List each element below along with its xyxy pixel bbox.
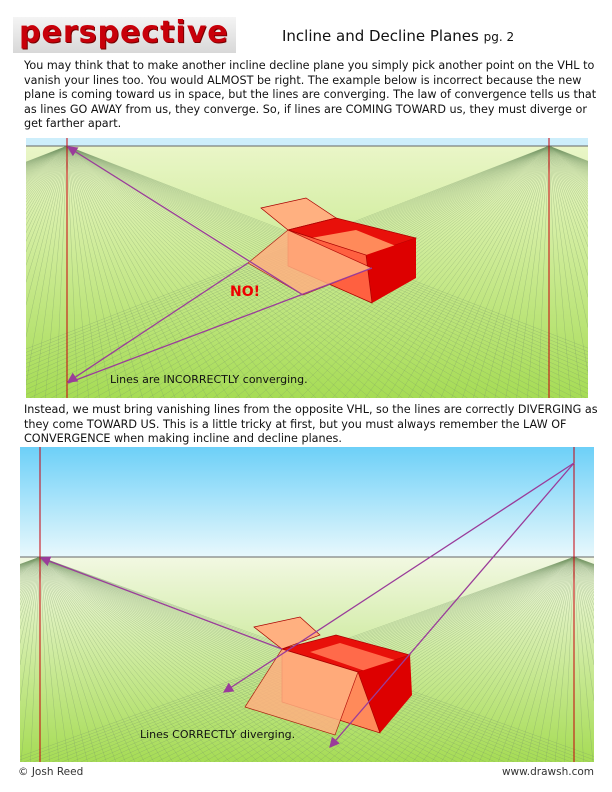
intro-paragraph: You may think that to make another incline decline plane you simply pick another point on the VHL to vanish your lines too. You would ALMOST be right. The example below is incorrect because the new plane is coming toward us in space, but the lines are converging. The law of convergence tells us that as lines GO AWAY from us, they converge. So, if lines are COMING TOWARD us, they must diverge or get farther apart.	[24, 59, 597, 130]
website-url: www.drawsh.com	[501, 766, 594, 778]
figure-incorrect-converging	[26, 138, 588, 398]
figure-correct-diverging	[20, 447, 594, 762]
page-number: pg. 2	[483, 30, 515, 44]
sky	[26, 138, 588, 146]
explanation-paragraph: Instead, we must bring vanishing lines from the opposite VHL, so the lines are correctly DIVERGING as they come TOWARD US. This is a little tricky at first, but you must always remember the LAW OF CONVERGENCE when making incline and decline planes.	[24, 403, 598, 445]
page-title: Incline and Decline Planes pg. 2	[282, 27, 515, 45]
figure1-caption: Lines are INCORRECTLY converging.	[110, 373, 308, 386]
no-warning: NO!	[230, 284, 261, 300]
logo: perspective	[13, 17, 236, 53]
figure2-caption: Lines CORRECTLY diverging.	[140, 728, 296, 741]
copyright: © Josh Reed	[18, 766, 84, 778]
